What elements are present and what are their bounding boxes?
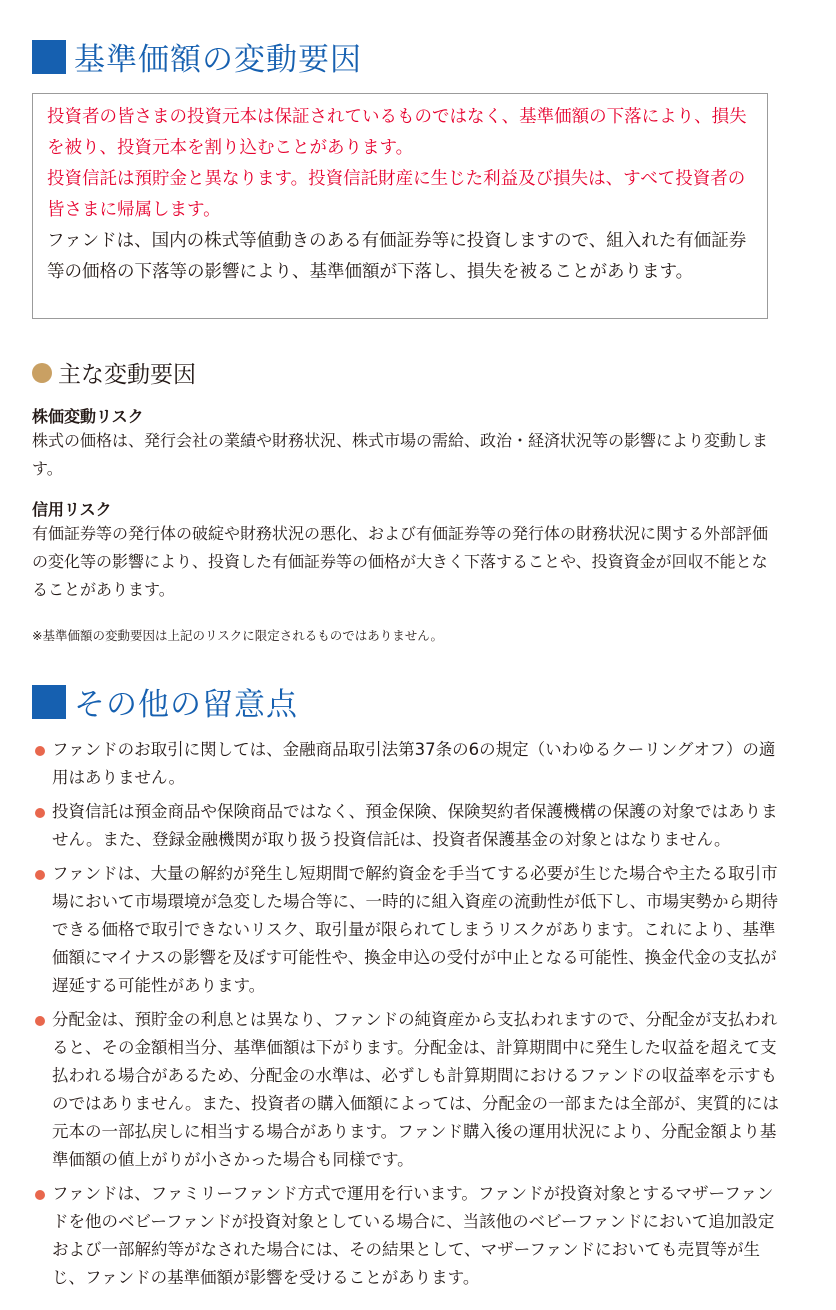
- footnote: ※基準価額の変動要因は上記のリスクに限定されるものではありません。: [32, 628, 443, 643]
- bullet-dot-icon: [35, 746, 45, 756]
- note-text: ファンドのお取引に関しては、金融商品取引法第37条の6の規定（いわゆるクーリングオフ）の適用はありません。: [52, 740, 776, 787]
- main-factors-heading: [32, 356, 196, 389]
- note-text: ファンドは、ファミリーファンド方式で運用を行います。ファンドが投資対象とするマザーファンドを他のベビーファンドが投資対象としている場合に、当該他のベビーファンドにおいて追加設定および一部解約等がなされた場合には、その結果として、マザーファンドにおいても売買等が生じ、ファンドの基準価額が影響を受けることがあります。: [52, 1184, 775, 1287]
- list-item: [32, 1006, 780, 1174]
- blue-square-icon: [32, 40, 66, 74]
- section-heading-volatility: [32, 34, 362, 79]
- list-item: [32, 860, 780, 1000]
- note-text: ファンドは、大量の解約が発生し短期間で解約資金を手当てする必要が生じた場合や主たる取引市場において市場環境が急変した場合等に、一時的に組入資産の流動性が低下し、市場実勢から期待できる価格で取引できないリスク、取引量が限られてしまうリスクがあります。これにより、基準価額にマイナスの影響を及ぼす可能性や、換金申込の受付が中止となる可能性、換金代金の支払が遅延する可能性があります。: [52, 864, 778, 995]
- risk-notice-box: [32, 93, 768, 319]
- blue-square-icon: [32, 685, 66, 719]
- risk-title-stock-price: 株価変動リスク: [32, 407, 144, 426]
- not-deposit-warning: 投資信託は預貯金と異なります。投資信託財産に生じた利益及び損失は、すべて投資者の皆さまに帰属します。: [47, 169, 746, 220]
- bullet-dot-icon: [35, 808, 45, 818]
- section-title: その他の留意点: [74, 687, 298, 723]
- gold-circle-icon: [32, 363, 52, 383]
- bullet-dot-icon: [35, 1016, 45, 1026]
- principal-not-guaranteed-warning: 投資者の皆さまの投資元本は保証されているものではなく、基準価額の下落により、損失を被り、投資元本を割り込むことがあります。: [47, 107, 747, 158]
- section-title: 基準価額の変動要因: [74, 42, 362, 78]
- fund-risk-description: ファンドは、国内の株式等値動きのある有価証券等に投資しますので、組入れた有価証券等の価格の下落等の影響により、基準価額が下落し、損失を被ることがあります。: [47, 231, 747, 282]
- risk-title-credit: 信用リスク: [32, 500, 112, 519]
- risk-body-credit: 有価証券等の発行体の破綻や財務状況の悪化、および有価証券等の発行体の財務状況に関する外部評価の変化等の影響により、投資した有価証券等の価格が大きく下落することや、投資資金が回収不能となることがあります。: [32, 524, 769, 599]
- section-heading-other-notes: [32, 679, 298, 724]
- list-item: [32, 736, 780, 792]
- risk-body-stock-price: 株式の価格は、発行会社の業績や財務状況、株式市場の需給、政治・経済状況等の影響により変動します。: [32, 431, 769, 478]
- list-item: [32, 798, 780, 854]
- notes-list: [32, 736, 780, 1298]
- note-text: 投資信託は預金商品や保険商品ではなく、預金保険、保険契約者保護機構の保護の対象ではありません。また、登録金融機関が取り扱う投資信託は、投資者保護基金の対象とはなりません。: [52, 802, 778, 849]
- bullet-dot-icon: [35, 870, 45, 880]
- note-text: 分配金は、預貯金の利息とは異なり、ファンドの純資産から支払われますので、分配金が支払われると、その金額相当分、基準価額は下がります。分配金は、計算期間中に発生した収益を超えて支払われる場合があるため、分配金の水準は、必ずしも計算期間におけるファンドの収益率を示すものではありません。また、投資者の購入価額によっては、分配金の一部または全部が、実質的には元本の一部払戻しに相当する場合があります。ファンド購入後の運用状況により、分配金額より基準価額の値上がりが小さかった場合も同様です。: [52, 1010, 779, 1169]
- list-item: [32, 1180, 780, 1292]
- subheading-text: 主な変動要因: [58, 362, 196, 388]
- bullet-dot-icon: [35, 1190, 45, 1200]
